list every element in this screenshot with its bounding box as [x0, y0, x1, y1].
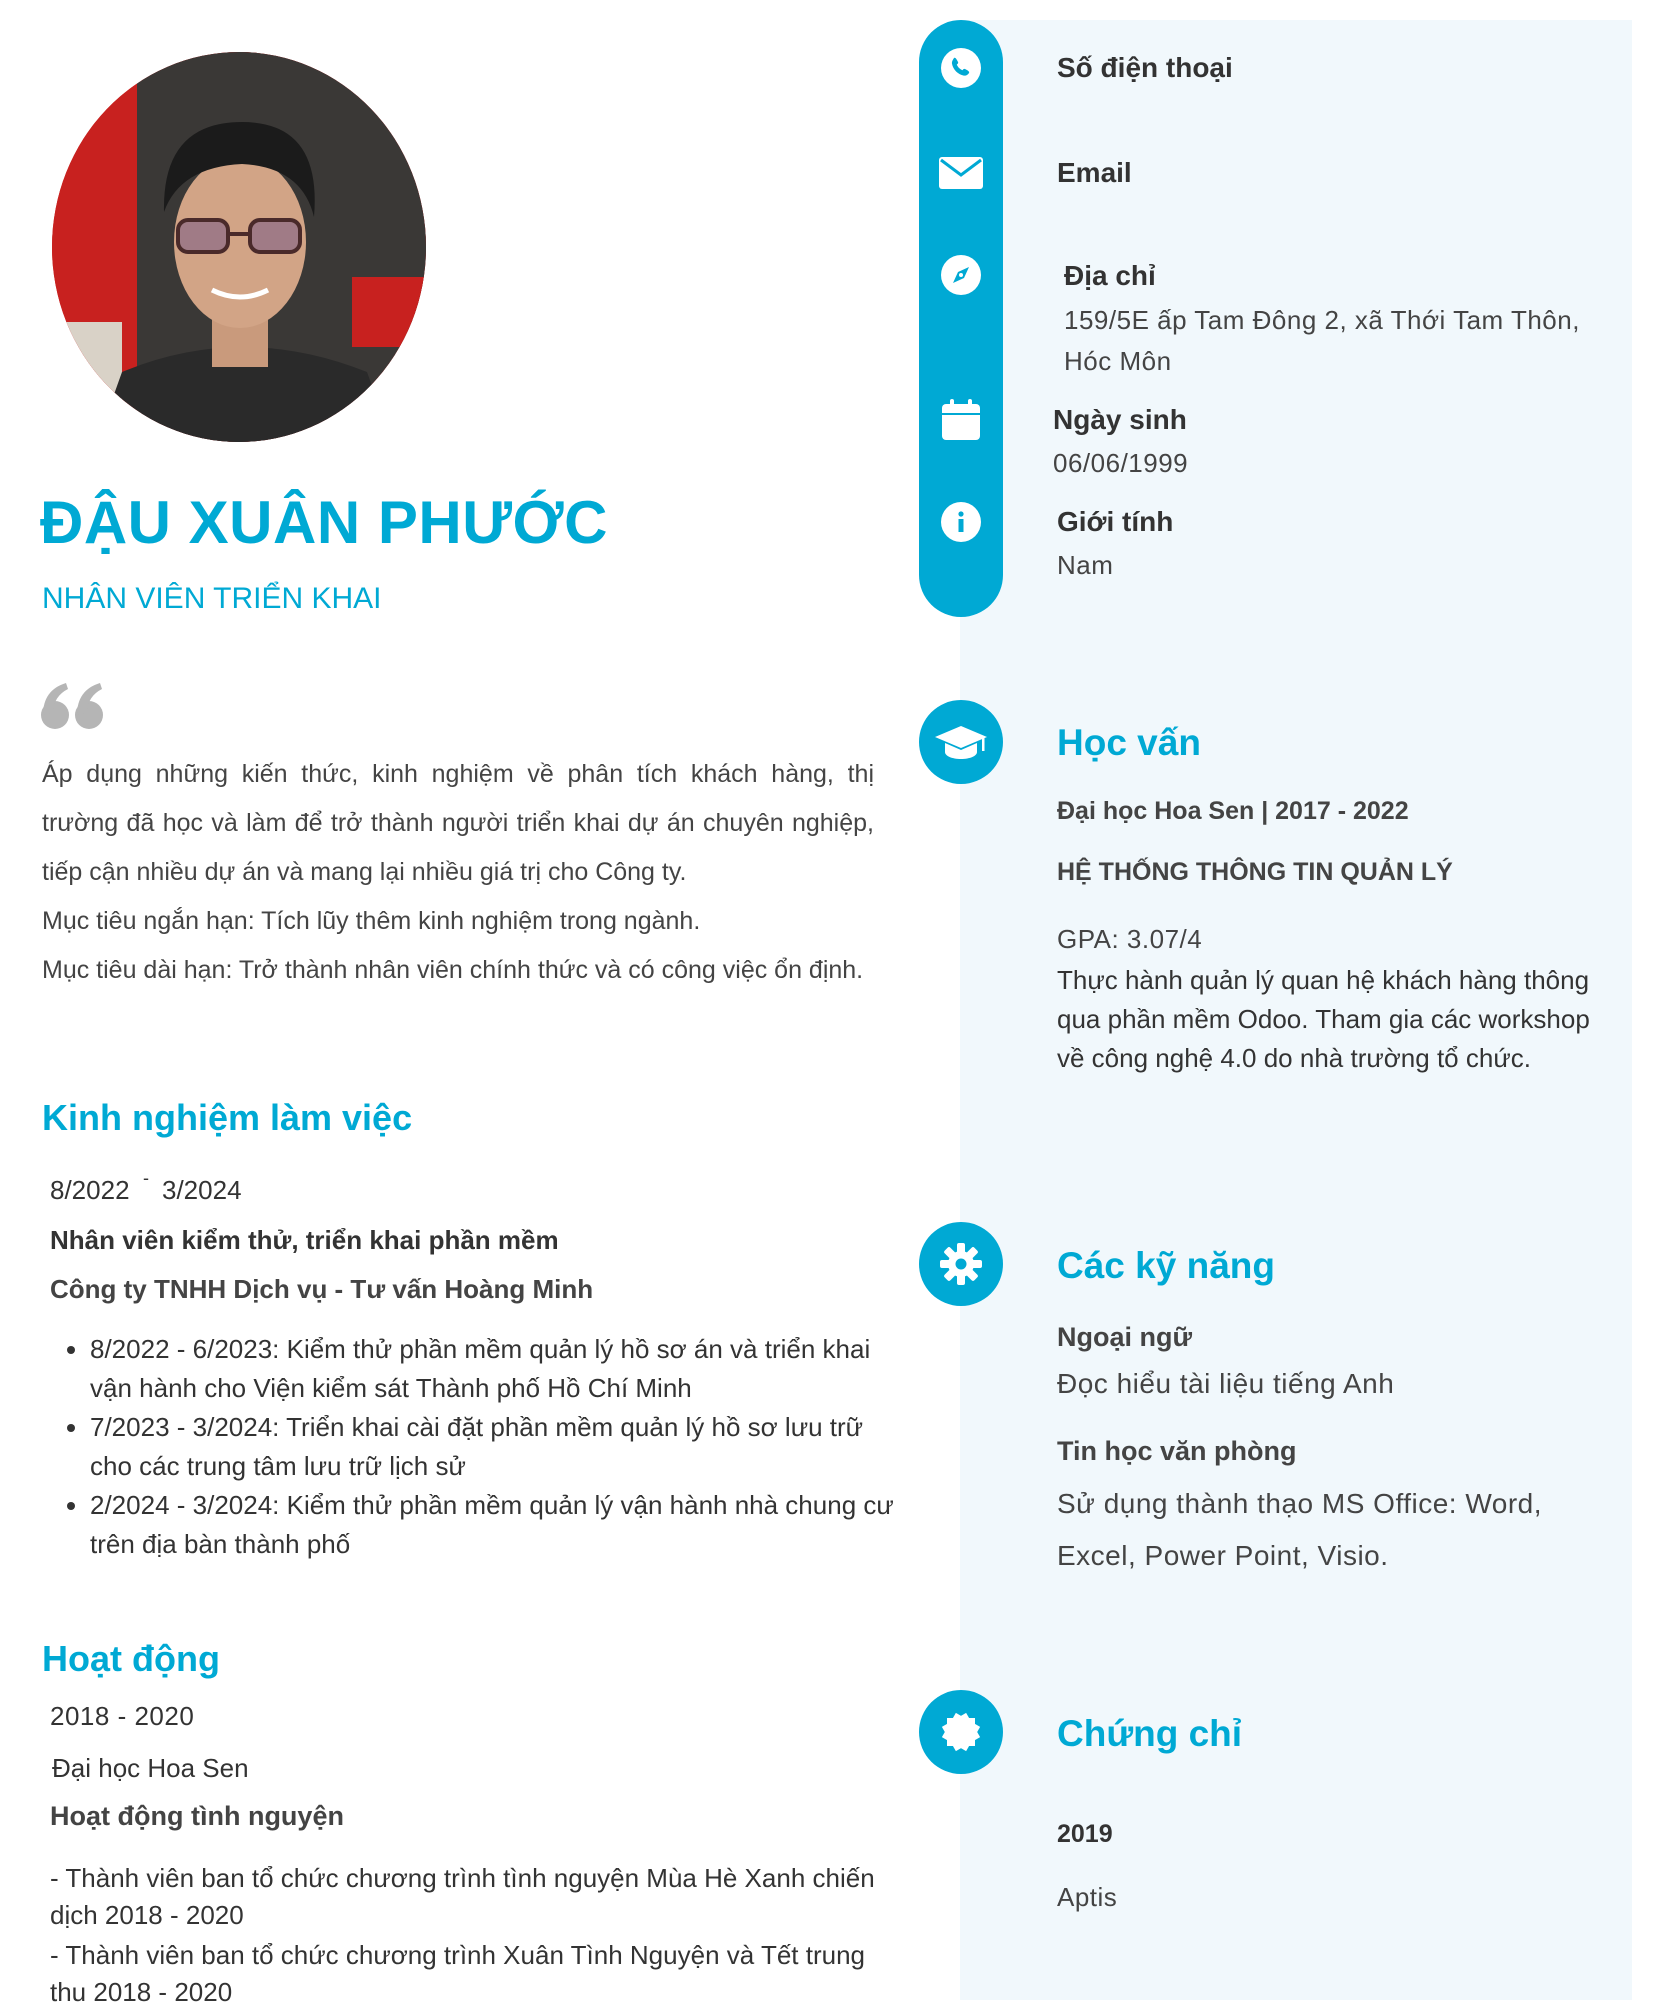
objective-short-term: Mục tiêu ngắn hạn: Tích lũy thêm kinh nghiệm trong ngành.: [42, 907, 701, 935]
objective-long-term: Mục tiêu dài hạn: Trở thành nhân viên chính thức và có công việc ổn định.: [42, 956, 864, 984]
gender-value: Nam: [1057, 550, 1114, 580]
education-title: Học vấn: [1057, 722, 1201, 763]
experience-period-separator: -: [143, 1168, 149, 1188]
email-label: Email: [1057, 157, 1132, 188]
skills-title: Các kỹ năng: [1057, 1245, 1275, 1286]
experience-bullet: • 7/2023 - 3/2024: Triển khai cài đặt phần mềm quản lý hồ sơ lưu trữ cho các trung tâm lưu trữ lịch sử: [90, 1408, 910, 1486]
activities-role: Hoạt động tình nguyện: [50, 1801, 344, 1831]
activity-item: - Thành viên ban tổ chức chương trình Xuân Tình Nguyện và Tết trung thu 2018 - 2020: [50, 1940, 866, 2007]
gender-label: Giới tính: [1057, 506, 1174, 537]
skills-office-value: Sử dụng thành thạo MS Office: Word, Excel, Power Point, Visio.: [1057, 1488, 1543, 1571]
activities-organization: Đại học Hoa Sen: [52, 1753, 249, 1783]
skills-office-label: Tin học văn phòng: [1057, 1436, 1297, 1466]
phone-icon: [931, 38, 991, 98]
profile-name: ĐẬU XUÂN PHƯỚC: [40, 489, 608, 556]
experience-bullet: • 8/2022 - 6/2023: Kiểm thử phần mềm quản lý hồ sơ án và triển khai vận hành cho Viện kiểm sát Thành phố Hồ Chí Minh: [90, 1330, 910, 1408]
skills-language-label: Ngoại ngữ: [1057, 1322, 1193, 1352]
experience-period-start: 8/2022: [50, 1175, 130, 1205]
certificate-year: 2019: [1057, 1820, 1113, 1848]
certificate-name: Aptis: [1057, 1882, 1118, 1912]
experience-title: Kinh nghiệm làm việc: [42, 1097, 413, 1138]
quote-mark-icon: [40, 682, 106, 737]
experience-period-end: 3/2024: [162, 1175, 242, 1205]
address-value: 159/5E ấp Tam Đông 2, xã Thới Tam Thôn, Hóc Môn: [1064, 305, 1580, 376]
birthday-value: 06/06/1999: [1053, 448, 1189, 478]
birthday-label: Ngày sinh: [1053, 404, 1187, 435]
education-major: HỆ THỐNG THÔNG TIN QUẢN LÝ: [1057, 858, 1453, 886]
education-description: Thực hành quản lý quan hệ khách hàng thông qua phần mềm Odoo. Tham gia các workshop về công nghệ 4.0 do nhà trường tổ chức.: [1057, 965, 1590, 1073]
career-objective: [42, 750, 874, 995]
education-school-line: Đại học Hoa Sen | 2017 - 2022: [1057, 797, 1409, 825]
email-icon: [931, 143, 991, 203]
experience-position: Nhân viên kiểm thử, triển khai phần mềm: [50, 1225, 559, 1255]
info-icon: [931, 492, 991, 552]
certificate-badge-icon: [919, 1690, 1003, 1774]
skills-language-value: Đọc hiểu tài liệu tiếng Anh: [1057, 1368, 1395, 1399]
objective-paragraph: Áp dụng những kiến thức, kinh nghiệm về phân tích khách hàng, thị trường đã học và làm để trở thành người triển khai dự án chuyên nghiệp, tiếp cận nhiều dự án và mang lại nhiều giá trị cho Công ty.: [42, 760, 874, 886]
address-label: Địa chỉ: [1064, 260, 1156, 291]
education-gpa: GPA: 3.07/4: [1057, 924, 1203, 954]
profile-job-title: NHÂN VIÊN TRIỂN KHAI: [42, 582, 382, 615]
compass-icon: [931, 245, 991, 305]
graduation-cap-icon: [919, 700, 1003, 784]
experience-company: Công ty TNHH Dịch vụ - Tư vấn Hoàng Minh: [50, 1274, 594, 1304]
activities-period: 2018 - 2020: [50, 1701, 195, 1731]
certificates-title: Chứng chỉ: [1057, 1713, 1243, 1754]
profile-photo: [52, 52, 426, 442]
experience-bullet-list: [60, 1330, 910, 1564]
calendar-icon: [931, 390, 991, 450]
activity-item: - Thành viên ban tổ chức chương trình tình nguyện Mùa Hè Xanh chiến dịch 2018 - 2020: [50, 1863, 875, 1930]
gear-icon: [919, 1222, 1003, 1306]
phone-label: Số điện thoại: [1057, 52, 1233, 83]
activities-title: Hoạt động: [42, 1638, 220, 1679]
experience-bullet: • 2/2024 - 3/2024: Kiểm thử phần mềm quản lý vận hành nhà chung cư trên địa bàn thành phố: [90, 1486, 910, 1564]
